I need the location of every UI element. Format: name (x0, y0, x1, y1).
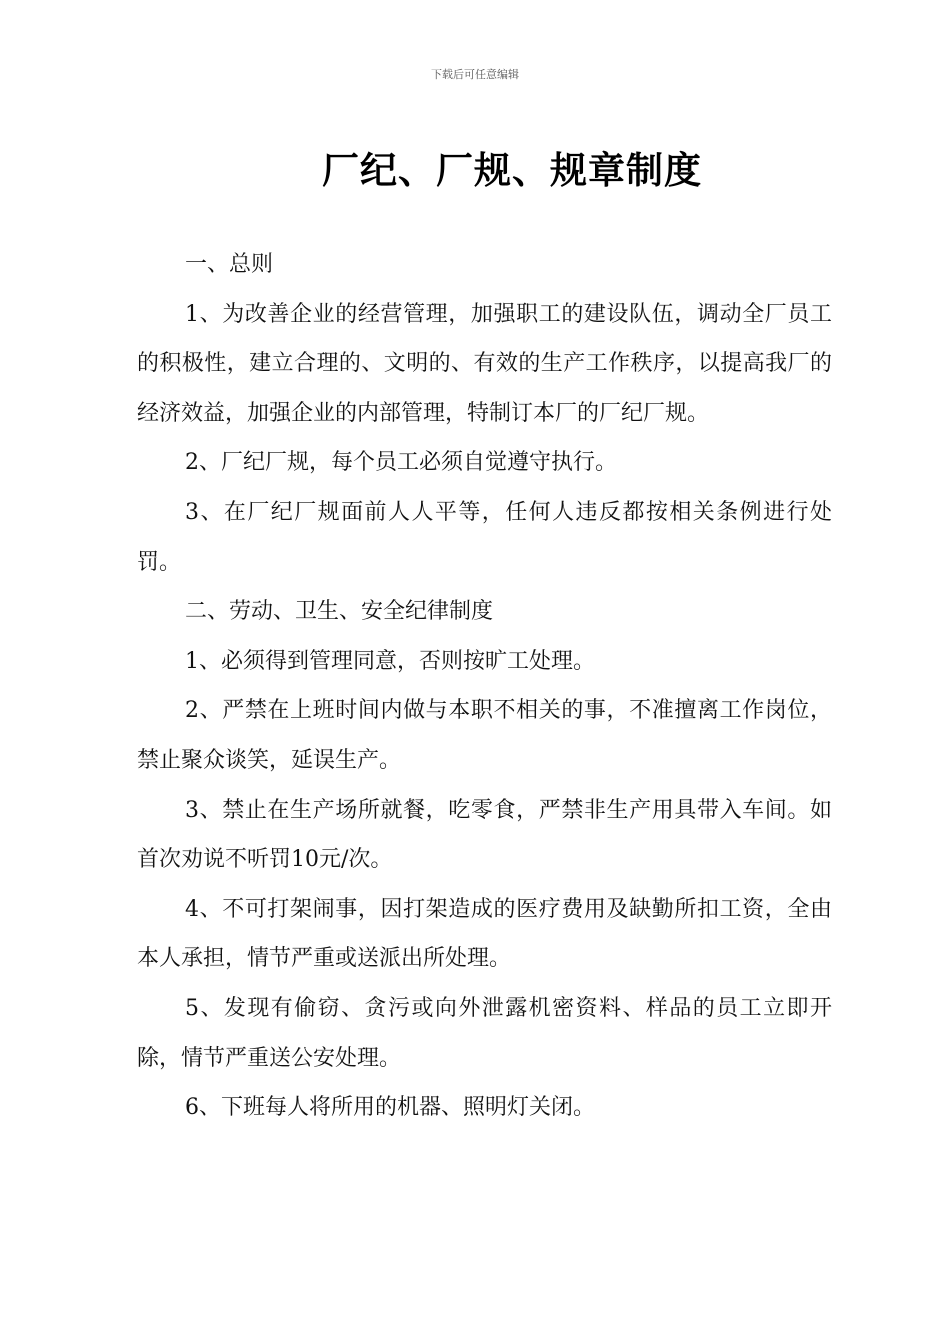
paragraph: 1、为改善企业的经营管理，加强职工的建设队伍，调动全厂员工的积极性，建立合理的、文明的、有效的生产工作秩序，以提高我厂的经济效益，加强企业的内部管理，特制订本厂的厂纪厂规。 (137, 301, 832, 426)
paragraph: 4、不可打架闹事，因打架造成的医疗费用及缺勤所扣工资，全由本人承担，情节严重或送派出所处理。 (137, 896, 832, 972)
section-heading-general: 一、总则 (185, 252, 274, 277)
paragraph: 2、严禁在上班时间内做与本职不相关的事，不准擅离工作岗位，禁止聚众谈笑，延误生产。 (137, 698, 832, 773)
section-heading-discipline: 二、劳动、卫生、安全纪律制度 (185, 599, 494, 625)
document-title: 厂纪、厂规、规章制度 (322, 148, 702, 192)
paragraph: 6、下班每人将所用的机器、照明灯关闭。 (185, 1095, 595, 1121)
paragraph: 3、禁止在生产场所就餐，吃零食，严禁非生产用具带入车间。如首次劝说不听罚10元/次。 (137, 797, 832, 873)
header-note: 下载后可任意编辑 (431, 68, 519, 81)
paragraph: 3、在厂纪厂规面前人人平等，任何人违反都按相关条例进行处罚。 (137, 499, 832, 575)
paragraph: 5、发现有偷窃、贪污或向外泄露机密资料、样品的员工立即开除，情节严重送公安处理。 (137, 995, 832, 1071)
paragraph: 2、厂纪厂规，每个员工必须自觉遵守执行。 (185, 450, 617, 476)
paragraph: 1、必须得到管理同意，否则按旷工处理。 (185, 648, 595, 674)
document-body (137, 240, 832, 1133)
